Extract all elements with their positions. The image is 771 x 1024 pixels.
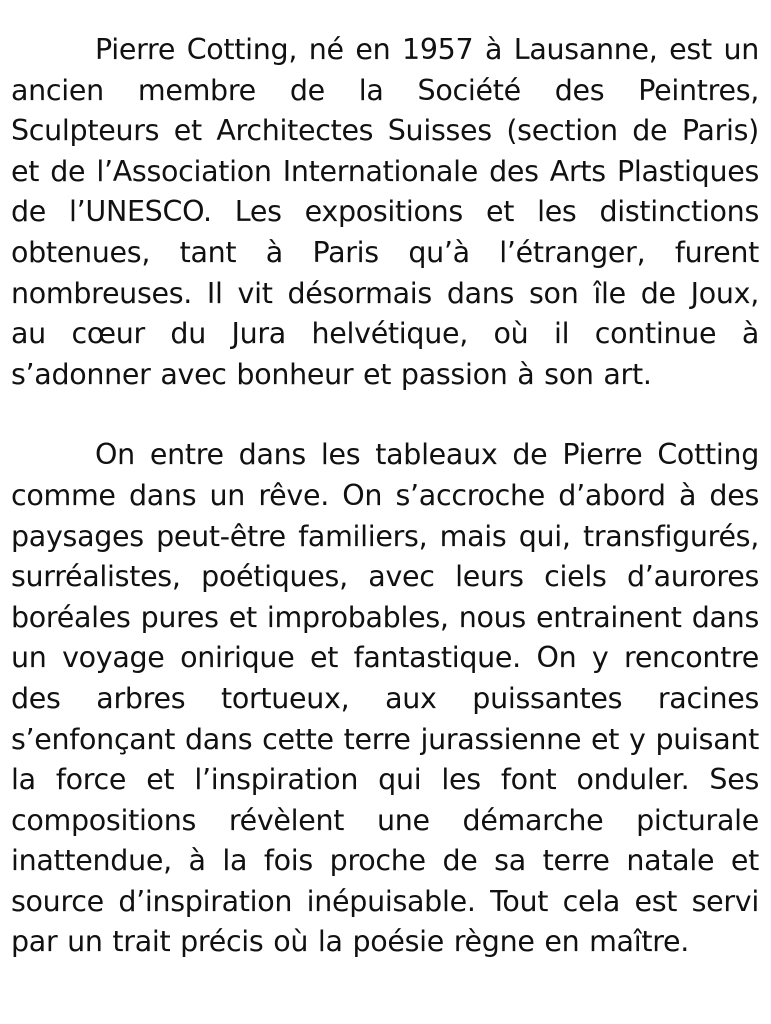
paragraph-biography: Pierre Cotting, né en 1957 à Lausanne, est un ancien membre de la Société des Peintres, Sculpteurs et Architectes Suisses (section de Paris) et de l’Association Internationale des Arts Plastiques de l’UNESCO. Les expositions et les distinctions obtenues, tant à Paris qu’à l’étranger, furent nombreuses. Il vit désormais dans son île de Joux, au cœur du Jura helvétique, où il continue à s’adonner avec bonheur et passion à son art. [11,33,759,391]
document-page [11,30,759,963]
paragraph-description: On entre dans les tableaux de Pierre Cotting comme dans un rêve. On s’accroche d’abord à des paysages peut-être familiers, mais qui, transfigurés, surréalistes, poétiques, avec leurs ciels d’aurores boréales pures et improbables, nous entrainent dans un voyage onirique et fantastique. On y rencontre des arbres tortueux, aux puissantes racines s’enfonçant dans cette terre jurassienne et y puisant la force et l’inspiration qui les font onduler. Ses compositions révèlent une démarche picturale inattendue, à la fois proche de sa terre natale et source d’inspiration inépuisable. Tout cela est servi par un trait précis où la poésie règne en maître. [11,438,759,959]
